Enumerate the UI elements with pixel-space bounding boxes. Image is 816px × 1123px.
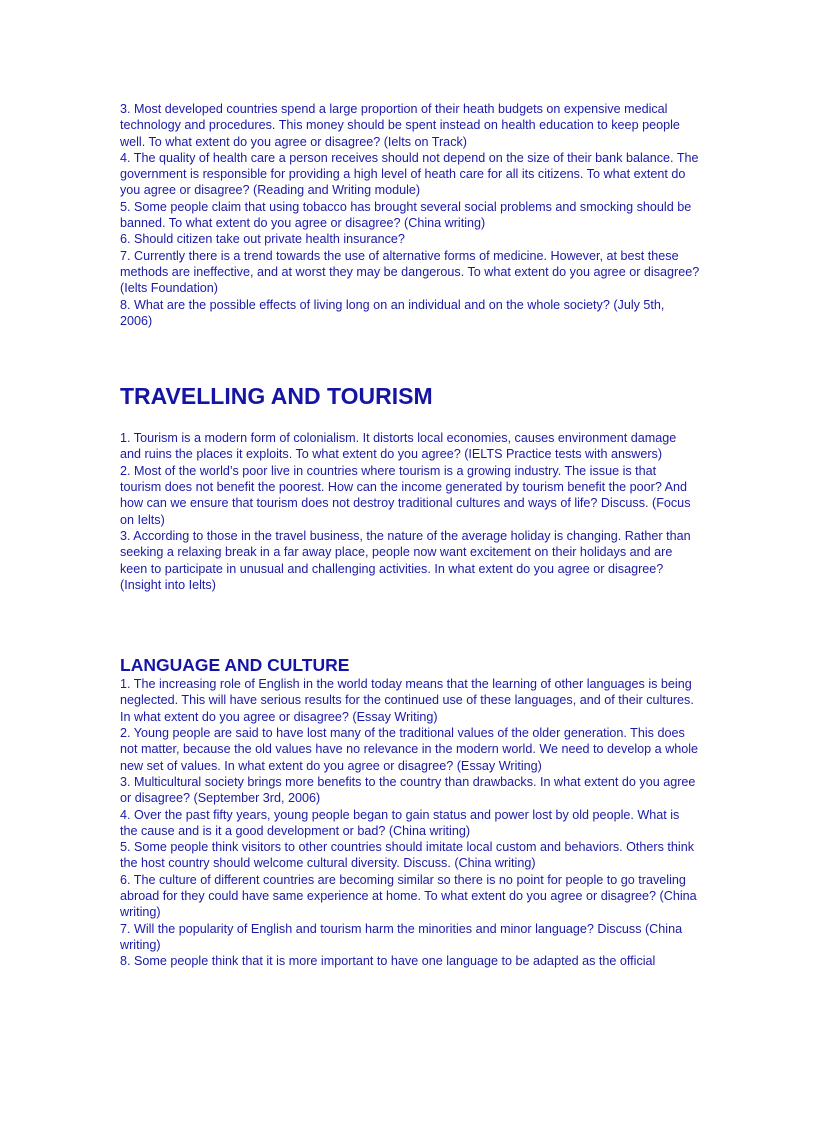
language-item-6: 6. The culture of different countries are becoming similar so there is no point for people to go traveling abroad for they could have same experience at home. To what extent do you agree or disagree? (China writing) — [120, 872, 697, 920]
language-section — [120, 654, 700, 969]
travel-section — [120, 381, 700, 593]
health-item-6: 6. Should citizen take out private health insurance? — [120, 232, 405, 247]
language-heading: LANGUAGE AND CULTURE — [120, 655, 350, 676]
health-item-3: 3. Most developed countries spend a large proportion of their heath budgets on expensive medical technology and procedures. This money should be spent instead on health education to keep people well. To what extent do you agree or disagree? (Ielts on Track) — [120, 102, 680, 149]
language-item-8: 8. Some people think that it is more important to have one language to be adapted as the official — [120, 954, 656, 969]
travel-item-2: 2. Most of the world’s poor live in countries where tourism is a growing industry. The issue is that tourism does not benefit the poorest. How can the income generated by tourism benefit the poor? And how can we ensure that tourism does not destroy traditional cultures and ways of life? Discuss. (Focus on Ielts) — [120, 463, 691, 527]
language-item-4: 4. Over the past fifty years, young people began to gain status and power lost by old people. What is the cause and is it a good development or bad? (China writing) — [120, 807, 680, 838]
health-section — [120, 101, 700, 329]
travel-item-1: 1. Tourism is a modern form of colonialism. It distorts local economies, causes environment damage and ruins the places it exploits. To what extent do you agree? (IELTS Practice tests with answers) — [120, 431, 677, 462]
language-item-3: 3. Multicultural society brings more benefits to the country than drawbacks. In what extent do you agree or disagree? (September 3rd, 2006) — [120, 774, 696, 806]
language-item-7: 7. Will the popularity of English and tourism harm the minorities and minor language? Discuss (China writing) — [120, 921, 683, 952]
health-item-7: 7. Currently there is a trend towards the use of alternative forms of medicine. However, at best these methods are ineffective, and at worst they may be dangerous. To what extent do you agree or disagree? (Ielts Foundation) — [120, 248, 700, 296]
language-item-5: 5. Some people think visitors to other countries should imitate local custom and behaviors. Others think the host country should welcome cultural diversity. Discuss. (China writing) — [120, 840, 695, 871]
health-item-4: 4. The quality of health care a person receives should not depend on the size of their bank balance. The government is responsible for providing a high level of heath care for all its citizens. To what extent do you agree or disagree? (Reading and Writing module) — [120, 150, 699, 198]
travel-heading: TRAVELLING AND TOURISM — [120, 383, 433, 410]
document-page — [120, 101, 700, 969]
language-item-1: 1. The increasing role of English in the world today means that the learning of other languages is being neglected. This will have serious results for the continued use of these languages, and of their cultures. In what extent do you agree or disagree? (Essay Writing) — [120, 677, 694, 724]
health-item-5: 5. Some people claim that using tobacco has brought several social problems and smocking should be banned. To what extent do you agree or disagree? (China writing) — [120, 199, 692, 231]
language-item-2: 2. Young people are said to have lost many of the traditional values of the older generation. This does not matter, because the old values have no relevance in the modern world. We need to develop a whole new set of values. In what extent do you agree or disagree? (Essay Writing) — [120, 726, 699, 773]
travel-item-3: 3. According to those in the travel business, the nature of the average holiday is changing. Rather than seeking a relaxing break in a far away place, people now want excitement on their holidays and are keen to participate in unusual and challenging activities. In what extent do you agree or disagree? (Insight into Ielts) — [120, 528, 691, 592]
health-item-8: 8. What are the possible effects of living long on an individual and on the whole society? (July 5th, 2006) — [120, 297, 665, 328]
